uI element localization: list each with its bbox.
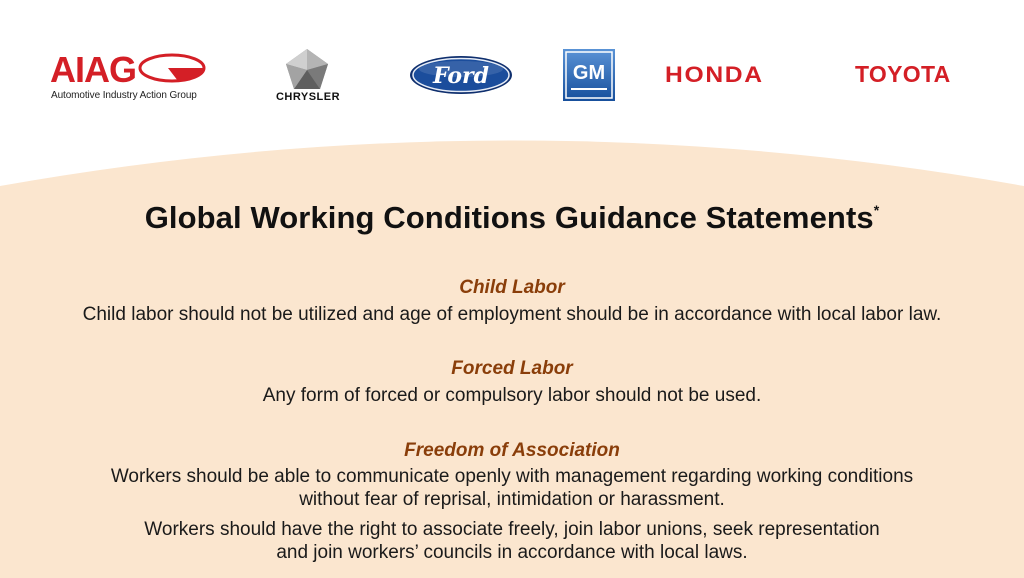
svg-text:Ford: Ford [432,63,490,89]
section-text [0,465,1024,511]
honda-logo: HONDA [665,62,764,87]
title-text: Global Working Conditions Guidance Statements [144,200,874,235]
section-freedom-of-association [0,440,1024,564]
aiag-subtitle: Automotive Industry Action Group [51,90,197,101]
title-asterisk: * [873,202,880,218]
pentastar-icon [285,48,329,90]
section-text: Any form of forced or compulsory labor should not be used. [262,385,762,406]
chrysler-logo [255,48,361,104]
section-child-labor [0,277,1024,326]
text-line: Workers should be able to communicate openly with management regarding working conditions [110,466,914,487]
toyota-logo: TOYOTA [855,61,951,87]
section-text: Child labor should not be utilized and age of employment should be in accordance with local labor law. [82,304,942,325]
chrysler-wordmark: CHRYSLER [275,91,341,103]
svg-text:AIAG: AIAG [50,49,136,88]
section-forced-labor [0,358,1024,407]
page-title [0,200,1024,236]
section-heading: Forced Labor [451,358,573,379]
gm-square-icon [563,49,615,101]
aiag-wordmark-icon [50,48,210,88]
aiag-logo [50,48,210,106]
ford-oval-icon [409,55,513,95]
section-text [0,518,1024,564]
section-heading: Freedom of Association [404,440,620,461]
gm-logo [563,49,615,101]
text-line: and join workers’ councils in accordance with local laws. [276,542,748,563]
text-line: without fear of reprisal, intimidation or harassment. [299,489,725,510]
ford-logo [409,55,513,95]
text-line: Workers should have the right to associate freely, join labor unions, seek representation [144,519,880,540]
svg-text:GM: GM [572,62,606,84]
section-heading: Child Labor [459,277,565,298]
